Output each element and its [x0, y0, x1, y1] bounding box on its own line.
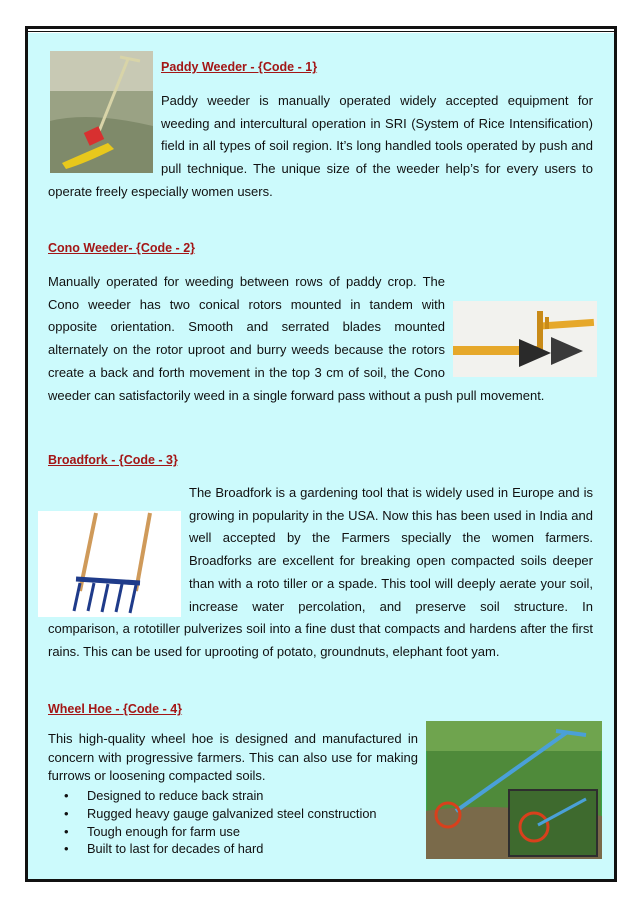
list-item: • Tough enough for farm use [48, 823, 418, 841]
section-heading-cono-weeder: Cono Weeder- {Code - 2} [48, 241, 196, 255]
section-body-cono-weeder-text: Manually operated for weeding between rows of paddy crop. The Cono weeder has two conical rotors mounted in tandem with opposite orientation. Smooth and serrated blades mounted alternately on the rotor uproot and burry weeds because the rotors create a back and forth movement in the top 3 cm of soil, the Cono weeder can satisfactorily weed in a single forward pass without a push pull movement. [48, 274, 545, 403]
list-item: • Designed to reduce back strain [48, 787, 418, 805]
list-item: • Rugged heavy gauge galvanized steel construction [48, 805, 418, 823]
page-content [28, 29, 614, 879]
wheel-hoe-feature-list [48, 787, 418, 858]
cono-weeder-image [453, 301, 597, 377]
section-body-paddy-weeder-text: Paddy weeder is manually operated widely accepted equipment for weeding and intercultural operation in SRI (System of Rice Intensification) field in all types of soil region. It’s long handled tools operated by push and pull technique. The unique size of the weeder help’s for every users to operate freely especially women users. [48, 93, 593, 199]
section-body-paddy-weeder [48, 90, 593, 204]
section-heading-paddy-weeder: Paddy Weeder - {Code - 1} [161, 60, 318, 74]
wheel-hoe-image [426, 721, 602, 859]
section-body-wheel-hoe: This high-quality wheel hoe is designed and manufactured in concern with progressive farmers. This can also use for making furrows or loosening compacted soils. [48, 731, 418, 783]
section-heading-broadfork: Broadfork - {Code - 3} [48, 453, 178, 467]
list-item: • Built to last for decades of hard [48, 840, 418, 858]
section-heading-wheel-hoe: Wheel Hoe - {Code - 4} [48, 702, 183, 716]
broadfork-image [38, 511, 181, 617]
section-body-broadfork-text: The Broadfork is a gardening tool that is widely used in Europe and is growing in popularity in the USA. Now this has been used in India and well accepted by the Farmers specially the women farmers. Broadforks are excellent for breaking open compacted soils deeper than with a roto tiller or a spade. This tool will deeply aerate your soil, increase water percolation, and preserve soil structure. In comparison, a rototiller pulverizes soil into a fine dust that compacts and hardens after the first rains. This can be used for uprooting of potato, groundnuts, elephant foot yam. [48, 485, 593, 659]
page-frame [25, 26, 617, 882]
